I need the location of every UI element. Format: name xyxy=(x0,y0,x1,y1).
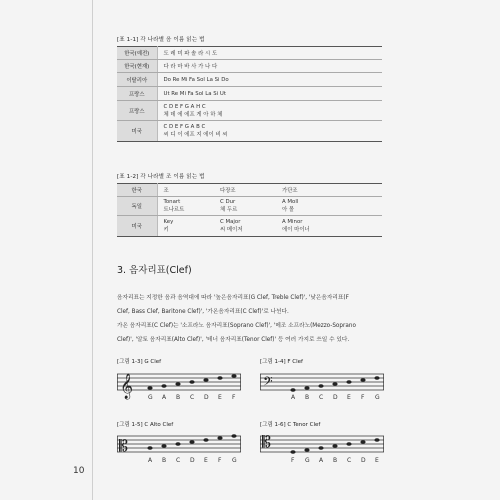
note-label: F xyxy=(361,394,365,401)
cell-line: 체 두르 xyxy=(220,207,238,213)
margin-guide-line xyxy=(92,0,93,500)
note-label: G xyxy=(305,457,310,464)
figure-caption: [그림 1-4] F Clef xyxy=(260,359,303,365)
note-label: B xyxy=(162,457,167,464)
table1-caption: [표 1-1] 각 나라별 음 이름 읽는 법 xyxy=(117,37,205,43)
row-label: 한국 xyxy=(117,184,157,197)
row-label: 프랑스 xyxy=(117,101,157,121)
page-number: 10 xyxy=(73,466,85,476)
section-title: 3. 음자리표(Clef) xyxy=(117,265,192,276)
note-label: F xyxy=(218,457,222,464)
note-labels xyxy=(260,394,385,402)
table-cell: Do Re Mi Fa Sol La Si Do xyxy=(157,73,382,87)
table-row xyxy=(117,184,382,197)
table-row xyxy=(117,197,382,216)
note-heads xyxy=(290,438,379,454)
table-row xyxy=(117,73,382,87)
cell-line: 씨 디 이 에프 지 에이 비 씨 xyxy=(163,132,228,138)
cell-line: 체 데 에 에프 게 아 하 체 xyxy=(163,111,223,118)
table-row xyxy=(117,101,382,121)
cell-line: A Moll xyxy=(282,199,299,205)
note-label: D xyxy=(361,457,366,464)
table-row xyxy=(117,60,382,73)
note-labels xyxy=(260,457,385,465)
bass-clef-icon: 𝄢 xyxy=(263,374,273,392)
note-label: E xyxy=(375,457,379,464)
note-label: D xyxy=(190,457,195,464)
row-label: 이탈리아 xyxy=(117,73,157,87)
table-cell xyxy=(276,216,382,237)
note-label: B xyxy=(305,394,310,401)
table-row xyxy=(117,121,382,142)
table-cell: Ut Re Mi Fa Sol La Si Ut xyxy=(157,87,382,101)
paragraph-line: 가온 음자리표(C Clef)는 '소프라노 음자리표(Soprano Clef)', '메조 소프라노(Mezzo-Soprano xyxy=(117,323,356,329)
cell-line: 트나르트 xyxy=(163,207,185,213)
paragraph-line: Clef)', '알토 음자리표(Alto Clef)', '테너 음자리표(Tenor Clef)' 등 여러 가지로 쓰일 수 있다. xyxy=(117,337,350,343)
note-names-table xyxy=(117,46,382,142)
table-cell xyxy=(157,101,382,121)
cell-line: C D E F G A H C xyxy=(163,103,206,110)
row-label: 한국(예전) xyxy=(117,47,157,60)
paragraph-line: 음자리표는 지정한 음과 음역대에 따라 '높은음자리표(G Clef, Treble Clef)', '낮은음자리표(F xyxy=(117,295,349,301)
table-cell xyxy=(214,216,276,237)
figure-caption: [그림 1-6] C Tenor Clef xyxy=(260,422,321,428)
row-label: 프랑스 xyxy=(117,87,157,101)
row-label: 미국 xyxy=(117,216,157,237)
table-row xyxy=(117,216,382,237)
note-label: E xyxy=(218,394,222,401)
table-cell: 가단조 xyxy=(276,184,382,197)
cell-line: 키 xyxy=(163,227,169,233)
note-label: C xyxy=(347,457,352,464)
cell-line: C Dur xyxy=(220,199,236,205)
note-labels xyxy=(117,457,242,465)
table-cell xyxy=(276,197,382,216)
note-label: G xyxy=(375,394,380,401)
table-cell: 다 라 마 바 사 가 나 다 xyxy=(157,60,382,73)
note-heads xyxy=(147,434,236,450)
table-cell: 조 xyxy=(157,184,214,197)
table-row xyxy=(117,87,382,101)
cell-line: C D E F G A B C xyxy=(163,124,206,130)
note-labels xyxy=(117,394,242,402)
cell-line: A Minor xyxy=(282,219,303,225)
note-label: G xyxy=(148,394,153,401)
note-label: A xyxy=(291,394,296,401)
row-label: 미국 xyxy=(117,121,157,142)
table-cell xyxy=(157,216,214,237)
cell-line: Tonart xyxy=(163,199,181,205)
table-row xyxy=(117,47,382,60)
paragraph-line: Clef, Bass Clef, Baritone Clef)', '가온음자리표(C Clef)'로 나뉜다. xyxy=(117,309,289,315)
table-cell: 도 레 미 파 솔 라 시 도 xyxy=(157,47,382,60)
treble-clef-icon: 𝄞 xyxy=(120,374,134,399)
note-label: B xyxy=(176,394,181,401)
note-label: A xyxy=(319,457,324,464)
cell-line: 에이 마이너 xyxy=(282,227,310,233)
key-names-table xyxy=(117,183,382,237)
note-label: C xyxy=(190,394,195,401)
row-label: 한국(현재) xyxy=(117,60,157,73)
note-label: E xyxy=(347,394,351,401)
note-heads xyxy=(290,376,379,392)
note-label: D xyxy=(333,394,338,401)
alto-clef-icon: 𝄡 xyxy=(119,436,128,455)
note-label: G xyxy=(232,457,237,464)
cell-line: C Major xyxy=(220,219,241,225)
cell-line: 아 몰 xyxy=(282,207,295,213)
staff-lines xyxy=(117,374,241,390)
note-label: E xyxy=(204,457,208,464)
note-label: C xyxy=(176,457,181,464)
row-label: 독일 xyxy=(117,197,157,216)
table-cell xyxy=(157,121,382,142)
note-label: C xyxy=(319,394,324,401)
table-cell xyxy=(157,197,214,216)
table2-caption: [표 1-2] 각 나라별 조 이름 읽는 법 xyxy=(117,174,205,180)
table-cell: 다장조 xyxy=(214,184,276,197)
table-cell xyxy=(214,197,276,216)
note-label: B xyxy=(333,457,338,464)
note-label: F xyxy=(291,457,295,464)
cell-line: 씨 메이저 xyxy=(220,227,243,233)
figure-caption: [그림 1-5] C Alto Clef xyxy=(117,422,174,428)
cell-line: Key xyxy=(163,219,174,225)
figure-caption: [그림 1-3] G Clef xyxy=(117,359,162,365)
tenor-clef-icon: 𝄡 xyxy=(262,432,271,451)
note-label: F xyxy=(232,394,236,401)
note-label: D xyxy=(204,394,209,401)
note-label: A xyxy=(148,457,153,464)
note-label: A xyxy=(162,394,167,401)
